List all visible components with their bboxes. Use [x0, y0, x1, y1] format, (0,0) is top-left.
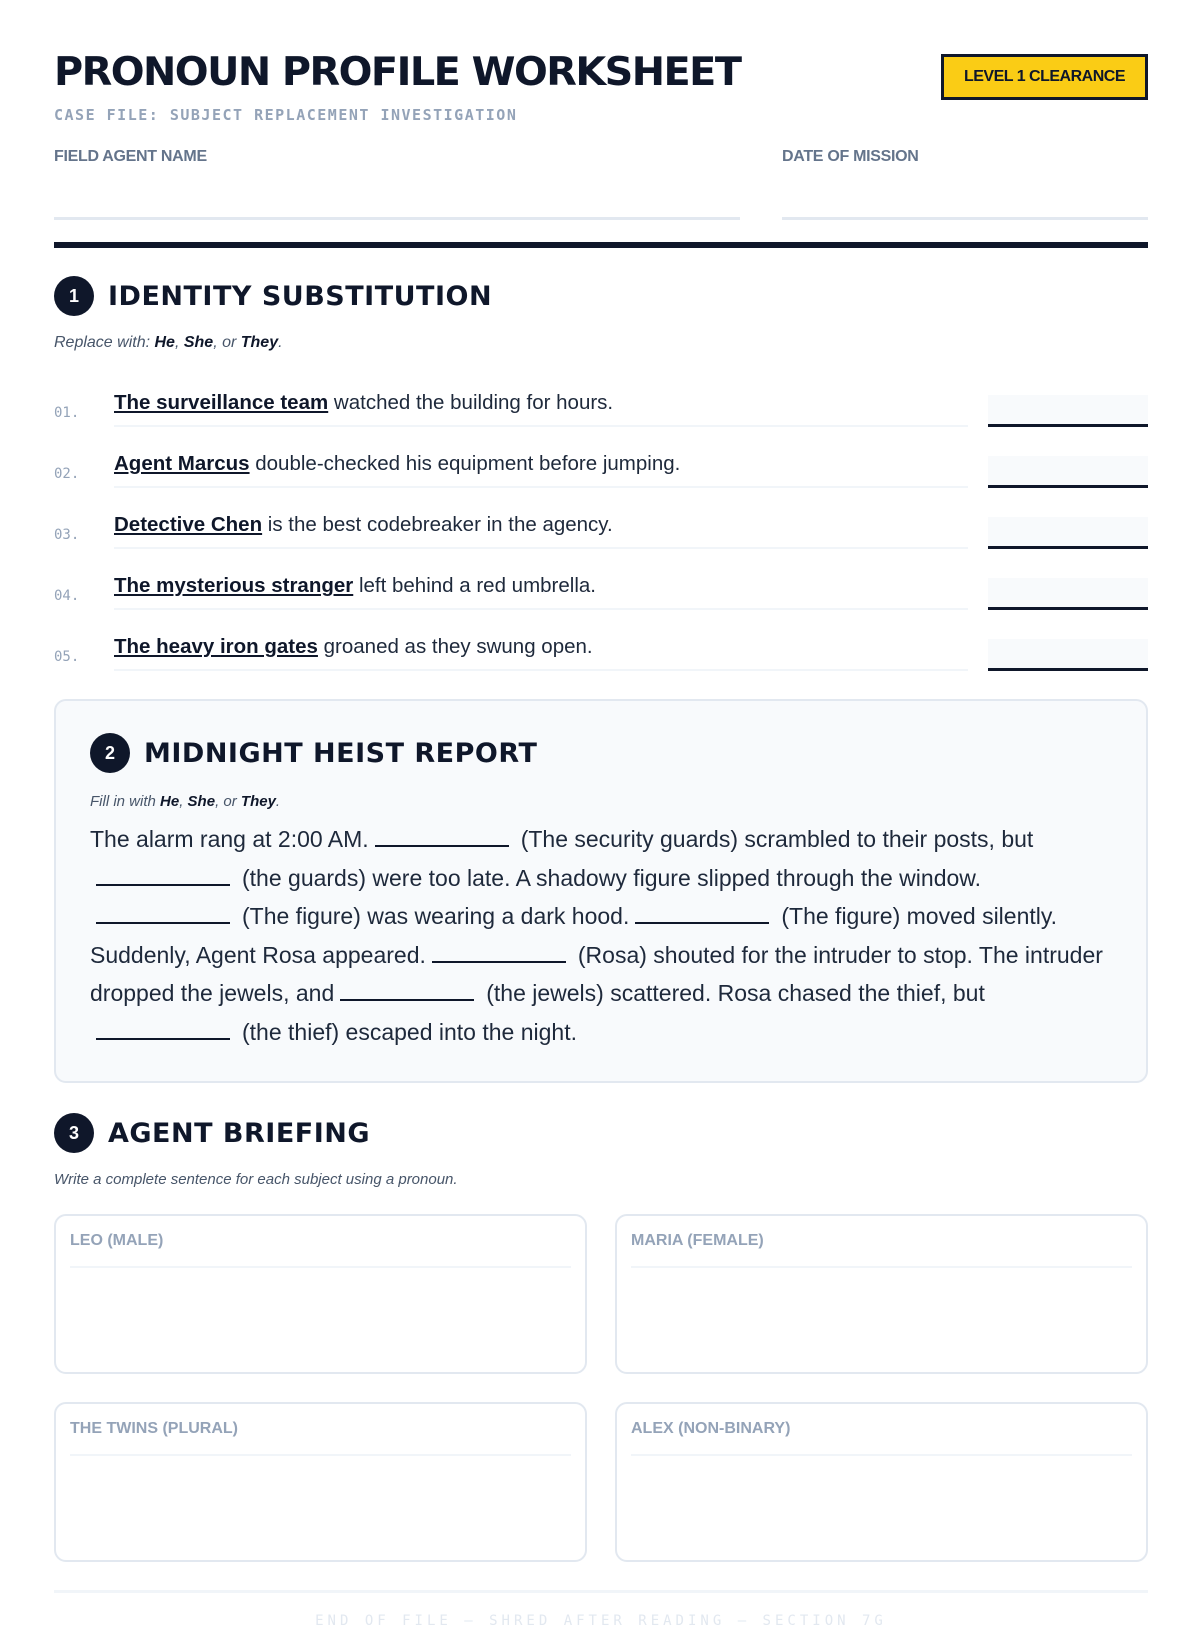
heist-report-box [54, 699, 1148, 1083]
sentence-rest: double-checked his equipment before jumping. [249, 452, 681, 475]
answer-field[interactable] [988, 639, 1148, 671]
section-title: MIDNIGHT HEIST REPORT [144, 737, 538, 769]
card-title: ALEX (NON-BINARY) [631, 1420, 1132, 1456]
subject-phrase: The mysterious stranger [114, 574, 354, 597]
subject-phrase: The surveillance team [114, 391, 329, 414]
subtitle: CASE FILE: SUBJECT REPLACEMENT INVESTIGATION [54, 106, 518, 124]
inst-she: She [187, 793, 216, 810]
paragraph-text: (Rosa) shouted for the intruder to stop. The intruder dropped the jewels, and [90, 941, 1103, 1006]
question-row [54, 366, 1148, 427]
inst-she: She [183, 334, 214, 351]
sentence-rest: is the best codebreaker in the agency. [262, 513, 613, 536]
paragraph-text: The alarm rang at 2:00 AM. [90, 826, 369, 852]
answer-blank[interactable] [375, 829, 509, 847]
sentence-rest: watched the building for hours. [328, 391, 614, 414]
card-title: MARIA (FEMALE) [631, 1232, 1132, 1268]
question-sentence [114, 391, 968, 427]
date-label: DATE OF MISSION [782, 148, 919, 165]
answer-field[interactable] [988, 456, 1148, 488]
answer-field[interactable] [988, 395, 1148, 427]
briefing-card[interactable] [54, 1214, 587, 1374]
question-number: 02. [54, 466, 80, 482]
inst-text: Fill in with [90, 793, 161, 810]
subject-phrase: Agent Marcus [114, 452, 250, 475]
inst-or: , or [213, 334, 241, 351]
inst-he: He [160, 793, 180, 810]
answer-blank[interactable] [635, 906, 769, 924]
date-field[interactable] [782, 166, 1148, 220]
briefing-card[interactable] [615, 1214, 1148, 1374]
paragraph-text: (the guards) were too late. A shadowy figure slipped through the window. [242, 864, 982, 891]
inst-or: , or [215, 793, 241, 810]
paragraph-text: (The figure) was wearing a dark hood. [242, 903, 630, 929]
paragraph-text: (the thief) escaped into the night. [242, 1018, 577, 1045]
answer-blank[interactable] [96, 868, 230, 886]
question-row [54, 610, 1148, 671]
question-row [54, 427, 1148, 488]
paragraph-text: (The security guards) scrambled to their posts, but [520, 826, 1034, 852]
answer-blank[interactable] [96, 1022, 230, 1040]
question-sentence [114, 452, 968, 488]
question-row [54, 488, 1148, 549]
subject-phrase: Detective Chen [114, 513, 263, 536]
section-number: 2 [90, 733, 130, 773]
header [54, 50, 1148, 124]
question-row [54, 549, 1148, 610]
sentence-rest: left behind a red umbrella. [353, 574, 596, 597]
card-title: LEO (MALE) [70, 1232, 571, 1268]
paragraph-text: (The figure) moved silently. Suddenly, Agent Rosa appeared. [90, 903, 1058, 968]
sentence-rest: groaned as they swung open. [317, 635, 593, 658]
inst-text: Replace with: [54, 334, 155, 351]
instructions: Write a complete sentence for each subject using a pronoun. [54, 1171, 458, 1188]
answer-field[interactable] [988, 517, 1148, 549]
inst-they: They [240, 793, 276, 810]
question-sentence [114, 513, 968, 549]
section-title: IDENTITY SUBSTITUTION [108, 280, 493, 312]
answer-blank[interactable] [96, 906, 230, 924]
clearance-badge: LEVEL 1 CLEARANCE [941, 54, 1148, 100]
section-title: AGENT BRIEFING [108, 1117, 371, 1149]
instructions: Fill in with He, She, or They. [90, 793, 281, 810]
subject-phrase: The heavy iron gates [114, 635, 318, 658]
question-number: 01. [54, 405, 80, 421]
heist-paragraph [90, 820, 1112, 1051]
footer: END OF FILE — SHRED AFTER READING — SECTION 7G [54, 1590, 1148, 1629]
question-number: 03. [54, 527, 80, 543]
question-number: 04. [54, 588, 80, 604]
agent-name-field[interactable] [54, 166, 740, 220]
question-number: 05. [54, 649, 80, 665]
section-number: 3 [54, 1113, 94, 1153]
answer-blank[interactable] [432, 945, 566, 963]
paragraph-text: (the jewels) scattered. Rosa chased the thief, but [486, 980, 985, 1006]
divider [54, 242, 1148, 248]
answer-blank[interactable] [340, 983, 474, 1001]
briefing-card[interactable] [54, 1402, 587, 1562]
question-sentence [114, 635, 968, 671]
inst-he: He [154, 334, 175, 351]
page-title: PRONOUN PROFILE WORKSHEET [54, 50, 741, 95]
question-sentence [114, 574, 968, 610]
briefing-card[interactable] [615, 1402, 1148, 1562]
section-number: 1 [54, 276, 94, 316]
card-title: THE TWINS (PLURAL) [70, 1420, 571, 1456]
answer-field[interactable] [988, 578, 1148, 610]
inst-they: They [240, 334, 279, 351]
instructions: Replace with: He, She, or They. [54, 334, 283, 351]
agent-name-label: FIELD AGENT NAME [54, 148, 207, 165]
